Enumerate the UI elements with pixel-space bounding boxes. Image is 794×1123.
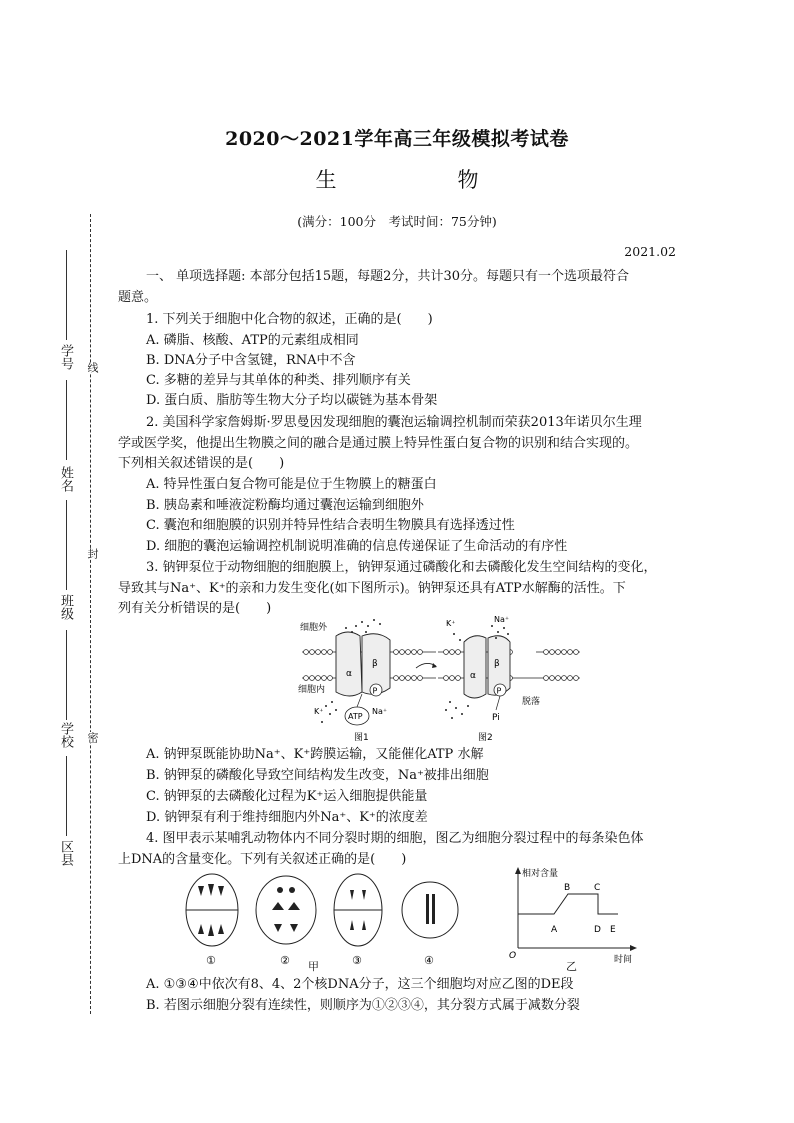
q2-option-c: C. 囊泡和细胞膜的识别并特异性结合表明生物膜具有选择透过性 bbox=[146, 518, 515, 533]
seal-mark-line: 线 bbox=[86, 362, 99, 373]
point-e: E bbox=[610, 925, 616, 935]
q3-option-a: A. 钠钾泵既能协助Na⁺、K⁺跨膜运输，又能催化ATP 水解 bbox=[146, 747, 484, 762]
q1-option-b: B. DNA分子中含氢键，RNA中不含 bbox=[146, 353, 356, 368]
name-label: 姓名 bbox=[58, 466, 73, 492]
fig-yi-caption: 乙 bbox=[566, 960, 577, 973]
section-heading: 一、 单项选择题: 本部分包括15题，每题2分，共计30分。每题只有一个选项最符合 bbox=[146, 269, 629, 284]
q3-stem-2: 导致其与Na⁺、K⁺的亲和力发生变化(如下图所示)。钠钾泵还具有ATP水解酶的活性。下 bbox=[118, 581, 626, 596]
alpha-label-2: α bbox=[470, 671, 476, 681]
name-blank bbox=[66, 380, 67, 460]
na-plus-label-1: Na⁺ bbox=[372, 707, 388, 716]
fig1-caption: 图1 bbox=[354, 733, 369, 743]
point-b: B bbox=[564, 883, 571, 893]
k-plus-label-1: K⁺ bbox=[314, 707, 324, 716]
exam-title: 2020～2021学年高三年级模拟考试卷 bbox=[225, 128, 569, 150]
subject-title: 生 物 bbox=[315, 168, 529, 192]
district-blank bbox=[66, 756, 67, 836]
student-id-label: 学号 bbox=[58, 344, 73, 370]
k-plus-label-2: K⁺ bbox=[446, 619, 456, 628]
q3-stem-3: 列有关分析错误的是( ) bbox=[118, 601, 272, 616]
q3-option-d: D. 钠钾泵有利于维持细胞内外Na⁺、K⁺的浓度差 bbox=[146, 810, 428, 825]
alpha-label-1: α bbox=[346, 669, 352, 679]
section-heading-cont: 题意。 bbox=[118, 290, 158, 305]
graph-origin: O bbox=[509, 951, 517, 961]
school-blank bbox=[66, 630, 67, 720]
na-plus-label-2: Na⁺ bbox=[494, 615, 510, 624]
beta-label-2: β bbox=[494, 659, 500, 669]
q2-stem-3: 下列相关叙述错误的是( ) bbox=[118, 456, 285, 471]
point-d: D bbox=[594, 925, 601, 935]
cell-label-1: ① bbox=[206, 954, 216, 967]
q2-option-d: D. 细胞的囊泡运输调控机制说明准确的信息传递保证了生命活动的有序性 bbox=[146, 539, 568, 554]
phosphate-label-2: P bbox=[496, 686, 502, 696]
class-blank bbox=[66, 500, 67, 590]
cell-label-3: ③ bbox=[352, 954, 362, 967]
q3-option-b: B. 钠钾泵的磷酸化导致空间结构发生改变，Na⁺被排出细胞 bbox=[146, 768, 489, 783]
q4-option-a: A. ①③④中依次有8、4、2个核DNA分子，这三个细胞均对应乙图的DE段 bbox=[146, 977, 574, 992]
seal-mark-seal: 封 bbox=[86, 548, 99, 559]
q1-option-a: A. 磷脂、核酸、ATP的元素组成相同 bbox=[146, 333, 359, 348]
q2-stem-1: 2. 美国科学家詹姆斯·罗思曼因发现细胞的囊泡运输调控机制而荣获2013年诺贝尔生理 bbox=[146, 415, 642, 430]
phosphate-label-1: P bbox=[372, 686, 378, 696]
q4-stem-1: 4. 图甲表示某哺乳动物体内不同分裂时期的细胞，图乙为细胞分裂过程中的每条染色体 bbox=[146, 831, 644, 846]
cell-label-2: ② bbox=[280, 954, 290, 967]
cell-label-4: ④ bbox=[424, 954, 434, 967]
q2-option-b: B. 胰岛素和唾液淀粉酶均通过囊泡运输到细胞外 bbox=[146, 498, 424, 513]
q1-option-d: D. 蛋白质、脂肪等生物大分子均以碳链为基本骨架 bbox=[146, 393, 438, 408]
q2-option-a: A. 特异性蛋白复合物可能是位于生物膜上的糖蛋白 bbox=[146, 477, 437, 492]
seal-dashed-line bbox=[90, 214, 91, 1014]
q4-stem-2: 上DNA的含量变化。下列有关叙述正确的是( ) bbox=[118, 852, 407, 867]
district-label: 区县 bbox=[58, 840, 73, 866]
q4-option-b: B. 若图示细胞分裂有连续性，则顺序为①②③④，其分裂方式属于减数分裂 bbox=[146, 998, 580, 1013]
inside-label: 细胞内 bbox=[298, 685, 326, 695]
dna-content-graph-yi bbox=[506, 864, 642, 968]
q1-option-c: C. 多糖的差异与其单体的种类、排列顺序有关 bbox=[146, 373, 411, 388]
school-label: 学校 bbox=[58, 722, 73, 748]
q1-stem: 1. 下列关于细胞中化合物的叙述，正确的是( ) bbox=[146, 312, 433, 327]
score-info: (满分：100分 考试时间：75分钟) bbox=[297, 214, 497, 229]
class-label: 班级 bbox=[58, 594, 73, 620]
fig-jia-caption: 甲 bbox=[308, 960, 319, 973]
graph-xlabel: 时间 bbox=[614, 955, 633, 965]
pi-label: Pi bbox=[492, 713, 500, 723]
q3-stem-1: 3. 钠钾泵位于动物细胞的细胞膜上，钠钾泵通过磷酸化和去磷酸化发生空间结构的变化， bbox=[146, 560, 657, 575]
student-id-blank bbox=[66, 250, 67, 340]
atp-label: ATP bbox=[348, 712, 363, 721]
q3-option-c: C. 钠钾泵的去磷酸化过程为K⁺运入细胞提供能量 bbox=[146, 789, 428, 804]
graph-ylabel: 相对含量 bbox=[522, 869, 559, 879]
sodium-potassium-pump-figure bbox=[296, 614, 586, 744]
cell-division-figure-jia bbox=[180, 868, 470, 972]
fig2-caption: 图2 bbox=[478, 733, 493, 743]
beta-label-1: β bbox=[372, 659, 378, 669]
detach-label: 脱落 bbox=[522, 697, 541, 707]
exam-date: 2021.02 bbox=[624, 244, 676, 259]
q2-stem-2: 学或医学奖，他提出生物膜之间的融合是通过膜上特异性蛋白复合物的识别和结合实现的。 bbox=[118, 436, 639, 451]
point-c: C bbox=[594, 883, 601, 893]
outside-label: 细胞外 bbox=[300, 623, 328, 633]
seal-mark-secret: 密 bbox=[86, 732, 99, 743]
point-a: A bbox=[551, 925, 558, 935]
